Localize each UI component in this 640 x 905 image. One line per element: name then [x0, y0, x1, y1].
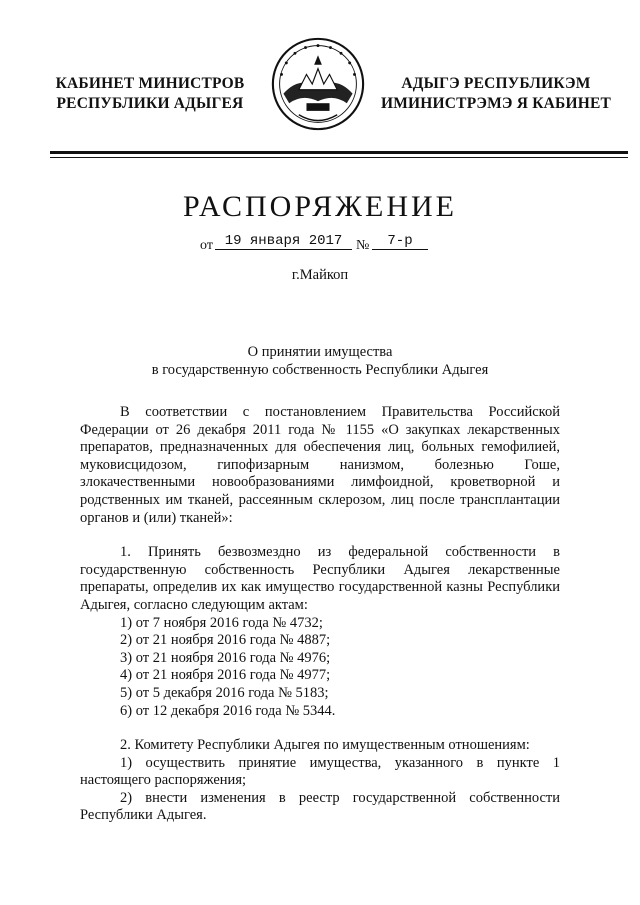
date-number-line — [200, 233, 440, 255]
item-1-paragraph: 1. Принять безвозмездно из федеральной собственности в государственную собственность Республики Адыгея лекарственные препараты, определив их как имущество государственной казны Республики Адыгея, согласно следующим актам: — [80, 544, 560, 613]
item-2-subitem-1: 1) осуществить принятие имущества, указанного в пункте 1 настоящего распоряжения; — [80, 754, 560, 789]
item-2-subitem-2: 2) внести изменения в реестр государственной собственности Республики Адыгея. — [80, 789, 560, 824]
header-left-line: КАБИНЕТ МИНИСТРОВ — [55, 75, 245, 92]
list-item: 1) от 7 ноября 2016 года № 4732; — [120, 614, 323, 631]
list-item: 3) от 21 ноября 2016 года № 4976; — [120, 649, 331, 666]
document-number: 7-р — [372, 233, 428, 250]
list-item: 2) от 21 ноября 2016 года № 4887; — [120, 632, 331, 649]
subject-line: О принятии имущества — [247, 344, 393, 360]
header-divider-thin — [50, 157, 628, 158]
list-item: 6) от 12 декабря 2016 года № 5344. — [120, 702, 336, 719]
list-item: 4) от 21 ноября 2016 года № 4977; — [120, 667, 331, 684]
preamble-paragraph: В соответствии с постановлением Правительства Российской Федерации от 26 декабря 2011 года № 1155 «О закупках лекарственных препаратов, предназначенных для обеспечения лиц, больных гемофилией, муковисцидозом, гипофизарным нанизмом, болезнью Гоше, злокачественными новообразованиями лимфоидной, кроветворной и родственных им тканей, рассеянным склерозом, лиц после трансплантации органов и (или) тканей»: — [80, 404, 560, 526]
header-right-line: АДЫГЭ РЕСПУБЛИКЭМ — [401, 75, 591, 92]
header-left-line: РЕСПУБЛИКИ АДЫГЕЯ — [56, 95, 244, 112]
list-item: 5) от 5 декабря 2016 года № 5183; — [120, 684, 329, 701]
date-prefix: от — [200, 238, 213, 253]
document-subject — [0, 343, 640, 379]
number-prefix: № — [356, 238, 370, 253]
document-title: РАСПОРЯЖЕНИЕ — [182, 190, 458, 223]
item-2-paragraph: 2. Комитету Республики Адыгея по имущественным отношениям: — [120, 737, 530, 754]
header-right-authority — [376, 74, 616, 114]
header-left-authority — [50, 74, 250, 114]
document-body — [80, 404, 560, 825]
header-right-line: ИМИНИСТРЭМЭ Я КАБИНЕТ — [380, 95, 612, 112]
document-city: г.Майкоп — [291, 267, 349, 283]
document-date: 19 января 2017 — [215, 233, 352, 250]
acts-list — [80, 615, 560, 721]
adygea-coat-of-arms-icon — [270, 36, 366, 132]
subject-line: в государственную собственность Республики Адыгея — [151, 362, 489, 378]
header-divider-thick — [50, 151, 628, 154]
